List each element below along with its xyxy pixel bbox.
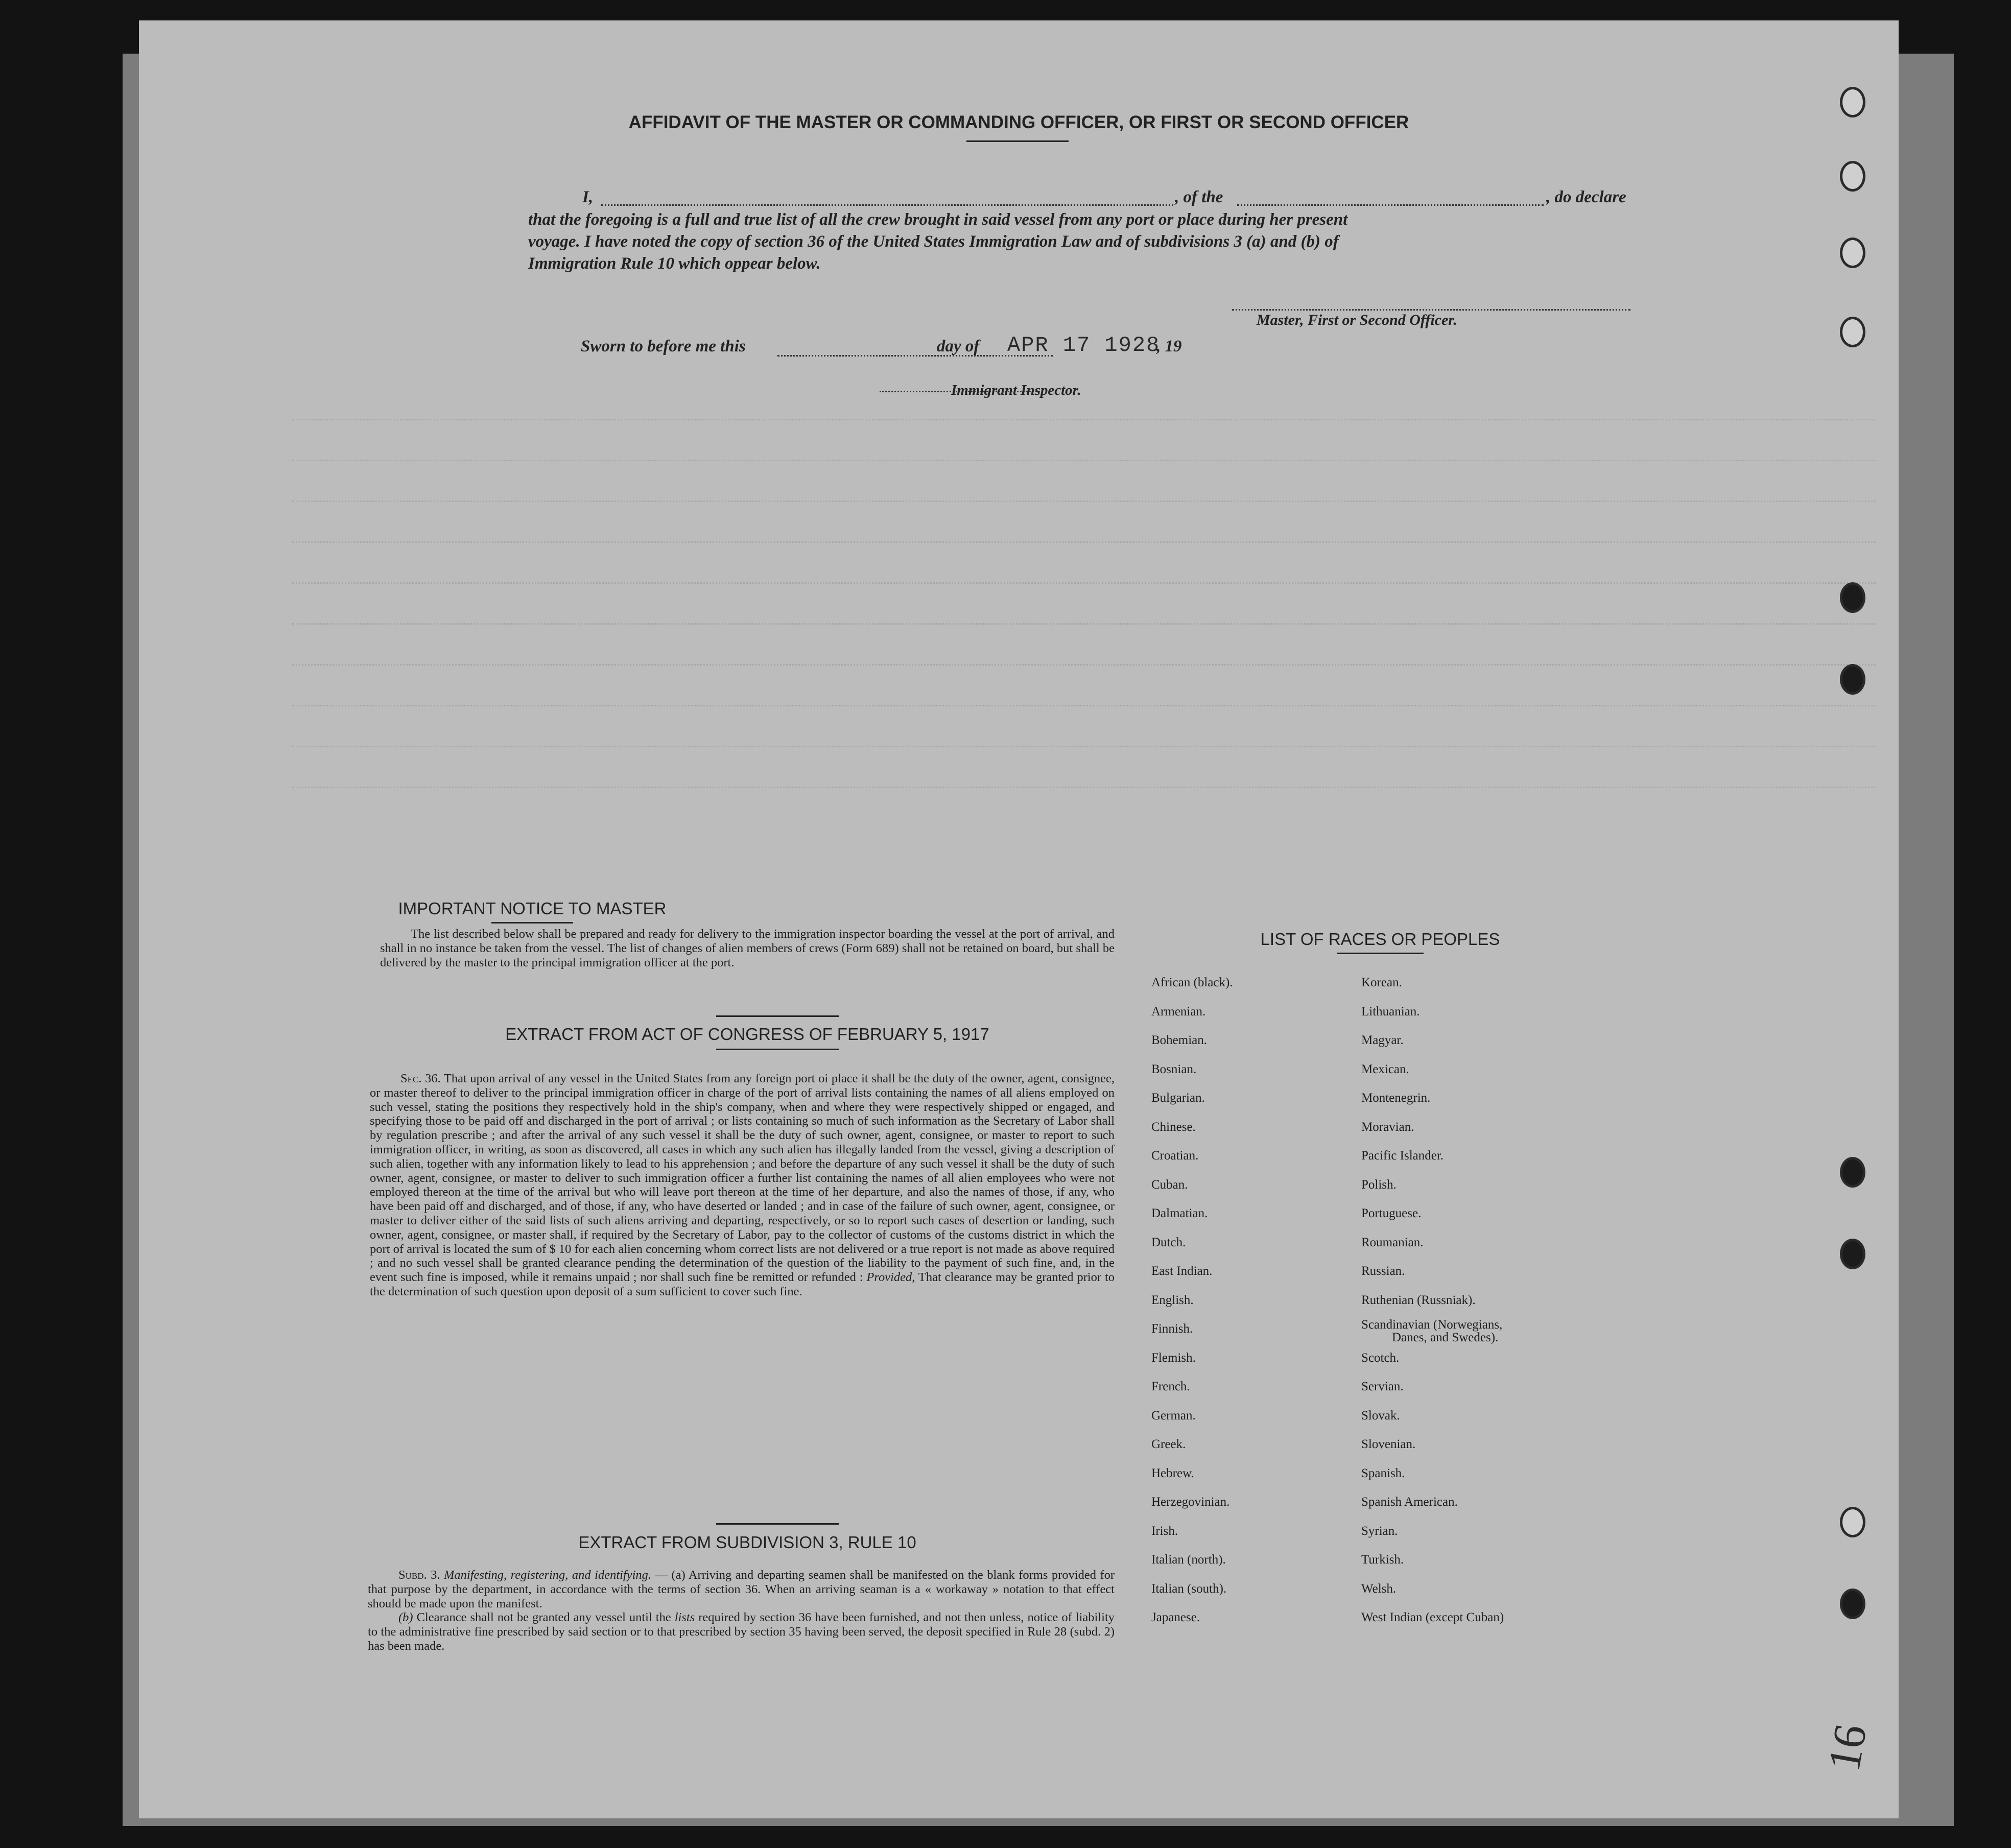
bleed-through-line: [292, 501, 1876, 502]
handwritten-page-mark: 16: [1818, 1720, 1877, 1775]
binder-hole: [1840, 238, 1865, 268]
binder-hole: [1840, 161, 1865, 192]
race-item: Dutch.: [1151, 1235, 1186, 1249]
affidavit-i: I,: [582, 188, 594, 206]
name-blank: [601, 204, 1173, 206]
year-prefix: , 19: [1156, 337, 1182, 356]
race-item: English.: [1151, 1293, 1194, 1307]
race-item-continuation: Danes, and Swedes).: [1392, 1331, 1499, 1344]
race-item: Slovenian.: [1361, 1437, 1416, 1451]
race-item: African (black).: [1151, 976, 1233, 989]
race-item: Ruthenian (Russniak).: [1361, 1293, 1476, 1307]
inspector-label: Immigrant Inspector.: [951, 382, 1081, 398]
race-item: Greek.: [1151, 1437, 1186, 1451]
race-item: French.: [1151, 1380, 1190, 1393]
act-body: That upon arrival of any vessel in the United States from any foreign port oi place it shall be the duty of the owner, agent, consignee, or master thereof to deliver to the principal immigration officer in charge of the port of arrival lists containing the names of all aliens employed on such vessel, stating the positions they respectively hold in the ship's company, when and where they were respectively shipped or engaged, and specifying those to be paid off and discharged in the port of arrival ; or lists containing so much of such information as the Secretary of Labor shall by regulation prescribe ; and after the arrival of any such vessel it shall be the duty of such owner, agent, consignee, or master to report to such immigration officer, in writing, as soon as discovered, all cases in which any such alien has illegally landed from the vessel, giving a description of such alien, together with any information likely to lead to his apprehension ; and before the departure of any such vessel it shall be the duty of such owner, agent, consignee, or master to deliver to such immigration officer a further list containing the names of all alien employees who were not employed thereon at the time of the arrival but who will leave port thereon at the time of her departure, and also the names of those, if any, who have been paid off and discharged, and of those, if any, who have deserted or landed ; and in case of the failure of such owner, agent, consignee, or master to deliver either of the said lists of such aliens arriving and departing, respectively, or so to report such cases of desertion or landing, such owner, agent, consignee, or master shall, if required by the Secretary of Labor, pay to the collector of customs of the customs district in which the port of arrival is located the sum of $ 10 for each alien concerning whom correct lists are not delivered or a true report is not made as above required ; and no such vessel shall be granted clearance pending the determination of the question of the liability to the payment of such fine, and, in the event such fine is imposed, while it remains unpaid ; nor shall such fine be remitted or refunded :: [370, 1072, 1115, 1285]
document-page: [139, 20, 1899, 1818]
rule-subd-heading: Manifesting, registering, and identifying.: [444, 1568, 652, 1582]
race-item: Korean.: [1361, 976, 1402, 989]
act-text: [370, 1072, 1115, 1299]
race-item: Syrian.: [1361, 1524, 1398, 1538]
act-rule-top: [716, 1015, 839, 1017]
races-title: LIST OF RACES OR PEOPLES: [1260, 930, 1500, 949]
race-item: Moravian.: [1361, 1120, 1414, 1134]
races-underline: [1337, 953, 1424, 954]
race-item: Russian.: [1361, 1264, 1405, 1278]
race-item: Scandinavian (Norwegians, Danes, and Swedes).: [1361, 1315, 1504, 1344]
rule-para-2-lists: lists: [674, 1610, 695, 1625]
binder-hole: [1840, 1589, 1865, 1619]
race-item: Japanese.: [1151, 1610, 1200, 1624]
bleed-through-line: [292, 746, 1876, 747]
race-item: German.: [1151, 1408, 1196, 1423]
sworn-label: Sworn to before me this: [581, 337, 746, 356]
rule-para-2-b: (b): [398, 1610, 413, 1625]
act-rule-bottom: [716, 1049, 839, 1050]
bleed-through-line: [292, 623, 1876, 625]
affidavit-declare: , do declare: [1546, 188, 1626, 206]
race-item: Spanish American.: [1361, 1495, 1458, 1509]
notice-title: IMPORTANT NOTICE TO MASTER: [398, 899, 667, 918]
act-title: EXTRACT FROM ACT OF CONGRESS OF FEBRUARY 5, 1917: [505, 1025, 989, 1044]
race-item: Bosnian.: [1151, 1062, 1197, 1076]
binder-hole: [1840, 317, 1865, 347]
bleed-through-line: [292, 460, 1876, 461]
race-item: Dalmatian.: [1151, 1206, 1208, 1220]
vessel-blank: [1237, 204, 1544, 206]
race-item: Mexican.: [1361, 1062, 1409, 1076]
act-provided: Provided,: [866, 1270, 915, 1285]
race-item: Italian (south).: [1151, 1581, 1227, 1596]
notice-underline: [491, 922, 573, 923]
race-item: Hebrew.: [1151, 1466, 1194, 1480]
binder-hole: [1840, 1157, 1865, 1188]
race-item: Irish.: [1151, 1524, 1178, 1538]
affidavit-title: AFFIDAVIT OF THE MASTER OR COMMANDING OFFICER, OR FIRST OR SECOND OFFICER: [628, 112, 1409, 132]
race-item: Scotch.: [1361, 1351, 1400, 1365]
title-underline: [966, 140, 1069, 142]
binder-hole: [1840, 1239, 1865, 1269]
binder-hole: [1840, 582, 1865, 613]
race-item: Servian.: [1361, 1380, 1404, 1393]
act-section-label: Sec. 36.: [400, 1072, 441, 1085]
race-item: Montenegrin.: [1361, 1091, 1431, 1105]
race-item: Slovak.: [1361, 1408, 1400, 1423]
race-item: Turkish.: [1361, 1553, 1404, 1567]
rule-para-1: — (a) Arriving and departing seamen shall be manifested on the blank forms provided for that purpose by the department, in accordance with the terms of section 36. When an arriving seaman is a « workaway » notation to that effect should be made upon the manifest.: [368, 1568, 1115, 1610]
day-of-label: day of: [937, 337, 980, 356]
rule-rule-top: [716, 1523, 839, 1525]
race-item: East Indian.: [1151, 1264, 1213, 1278]
rule-subd-label: Subd. 3.: [398, 1568, 440, 1582]
notice-text: The list described below shall be prepared and ready for delivery to the immigration inspector boarding the vessel at the port of arrival, and shall in no instance be taken from the vessel. The list of changes of alien members of crews (Form 689) shall not be retained on board, but shall be delivered by the master to the principal immigration officer at the port.: [380, 927, 1115, 969]
bleed-through-line: [292, 541, 1876, 543]
binder-hole: [1840, 664, 1865, 695]
affidavit-line-2: that the foregoing is a full and true list of all the crew brought in said vessel from any port or place during her present: [528, 210, 1348, 229]
race-item: Bulgarian.: [1151, 1091, 1205, 1105]
rule-title: EXTRACT FROM SUBDIVISION 3, RULE 10: [578, 1533, 916, 1552]
race-item: Portuguese.: [1361, 1206, 1422, 1220]
act-body-end: That clearance may be granted prior to the determination of such question upon deposit of a sum sufficient to cover such fine.: [370, 1270, 1115, 1298]
race-item: Pacific Islander.: [1361, 1149, 1444, 1163]
race-item: Lithuanian.: [1361, 1004, 1420, 1018]
affidavit-line-3: voyage. I have noted the copy of section 36 of the United States Immigration Law and of subdivisions 3 (a) and (b) of: [528, 232, 1339, 251]
race-item: Flemish.: [1151, 1351, 1196, 1365]
bleed-through-line: [292, 705, 1876, 706]
date-stamp: APR 17 1928: [1007, 333, 1161, 358]
race-item: Bohemian.: [1151, 1033, 1208, 1047]
bleed-through-line: [292, 419, 1876, 420]
race-item: Finnish.: [1151, 1322, 1193, 1336]
master-signature-line: [1232, 309, 1630, 311]
bleed-through-line: [292, 582, 1876, 584]
race-item: Magyar.: [1361, 1033, 1404, 1047]
affidavit-line-4: Immigration Rule 10 which oppear below.: [528, 254, 821, 273]
race-item: Italian (north).: [1151, 1553, 1226, 1567]
race-item: Chinese.: [1151, 1120, 1196, 1134]
rule-text: [368, 1568, 1115, 1653]
race-item: Armenian.: [1151, 1004, 1206, 1018]
race-item: Welsh.: [1361, 1581, 1397, 1596]
race-item: Spanish.: [1361, 1466, 1405, 1480]
master-signature-label: Master, First or Second Officer.: [1257, 312, 1457, 328]
bleed-through-line: [292, 664, 1876, 666]
race-item: Croatian.: [1151, 1149, 1199, 1163]
affidavit-of-the: , of the: [1175, 188, 1223, 206]
race-item: Herzegovinian.: [1151, 1495, 1230, 1509]
races-right-column: [1361, 968, 1504, 1632]
race-item: West Indian (except Cuban): [1361, 1610, 1504, 1624]
race-item: Polish.: [1361, 1177, 1397, 1192]
race-item: Roumanian.: [1361, 1235, 1424, 1249]
rule-para-2-post: required by section 36 have been furnished, and not then unless, notice of liability to the administrative fine prescribed by said section or to that prescribed by section 35 having been served, the deposit specified in Rule 28 (subd. 2) has been made.: [368, 1610, 1115, 1653]
rule-para-2-pre: Clearance shall not be granted any vessel until the: [416, 1610, 671, 1625]
race-item: Cuban.: [1151, 1177, 1188, 1192]
races-left-column: [1151, 968, 1233, 1632]
bleed-through-line: [292, 787, 1876, 788]
binder-hole: [1840, 1507, 1865, 1537]
